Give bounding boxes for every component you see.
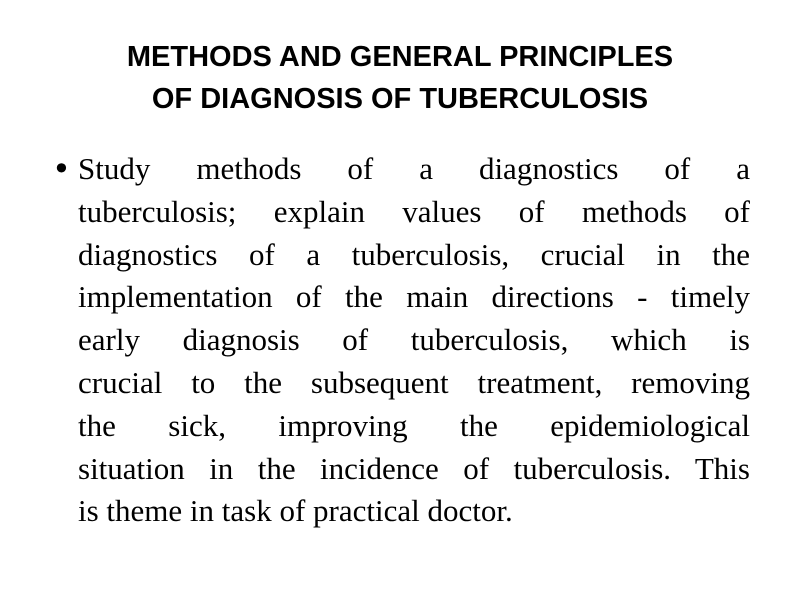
bullet-dot-icon: • [52, 150, 71, 188]
bullet-text-line-6: crucial to the subsequent treatment, removing [78, 364, 750, 400]
bullet-text-line-1: Study methods of a diagnostics of a [78, 151, 750, 186]
bullet-item [50, 148, 750, 533]
bullet-text-line-2: tuberculosis; explain values of methods of [78, 193, 750, 229]
bullet-text-line-5: early diagnosis of tuberculosis, which is [78, 322, 750, 358]
slide-title-line-2: OF DIAGNOSIS OF TUBERCULOSIS [151, 83, 649, 115]
bullet-text-line-9: is theme in task of practical doctor. [78, 493, 513, 529]
bullet-text-line-4: implementation of the main directions - timely [78, 279, 750, 315]
bullet-text-line-8: situation in the incidence of tuberculosis. This [78, 450, 750, 486]
bullet-text-line-3: diagnostics of a tuberculosis, crucial in the [78, 236, 750, 272]
bullet-text-line-7: the sick, improving the epidemiological [78, 407, 750, 443]
slide-title [40, 36, 760, 120]
slide-title-line-1: METHODS AND GENERAL PRINCIPLES [126, 41, 674, 73]
bullet-list [50, 148, 750, 533]
